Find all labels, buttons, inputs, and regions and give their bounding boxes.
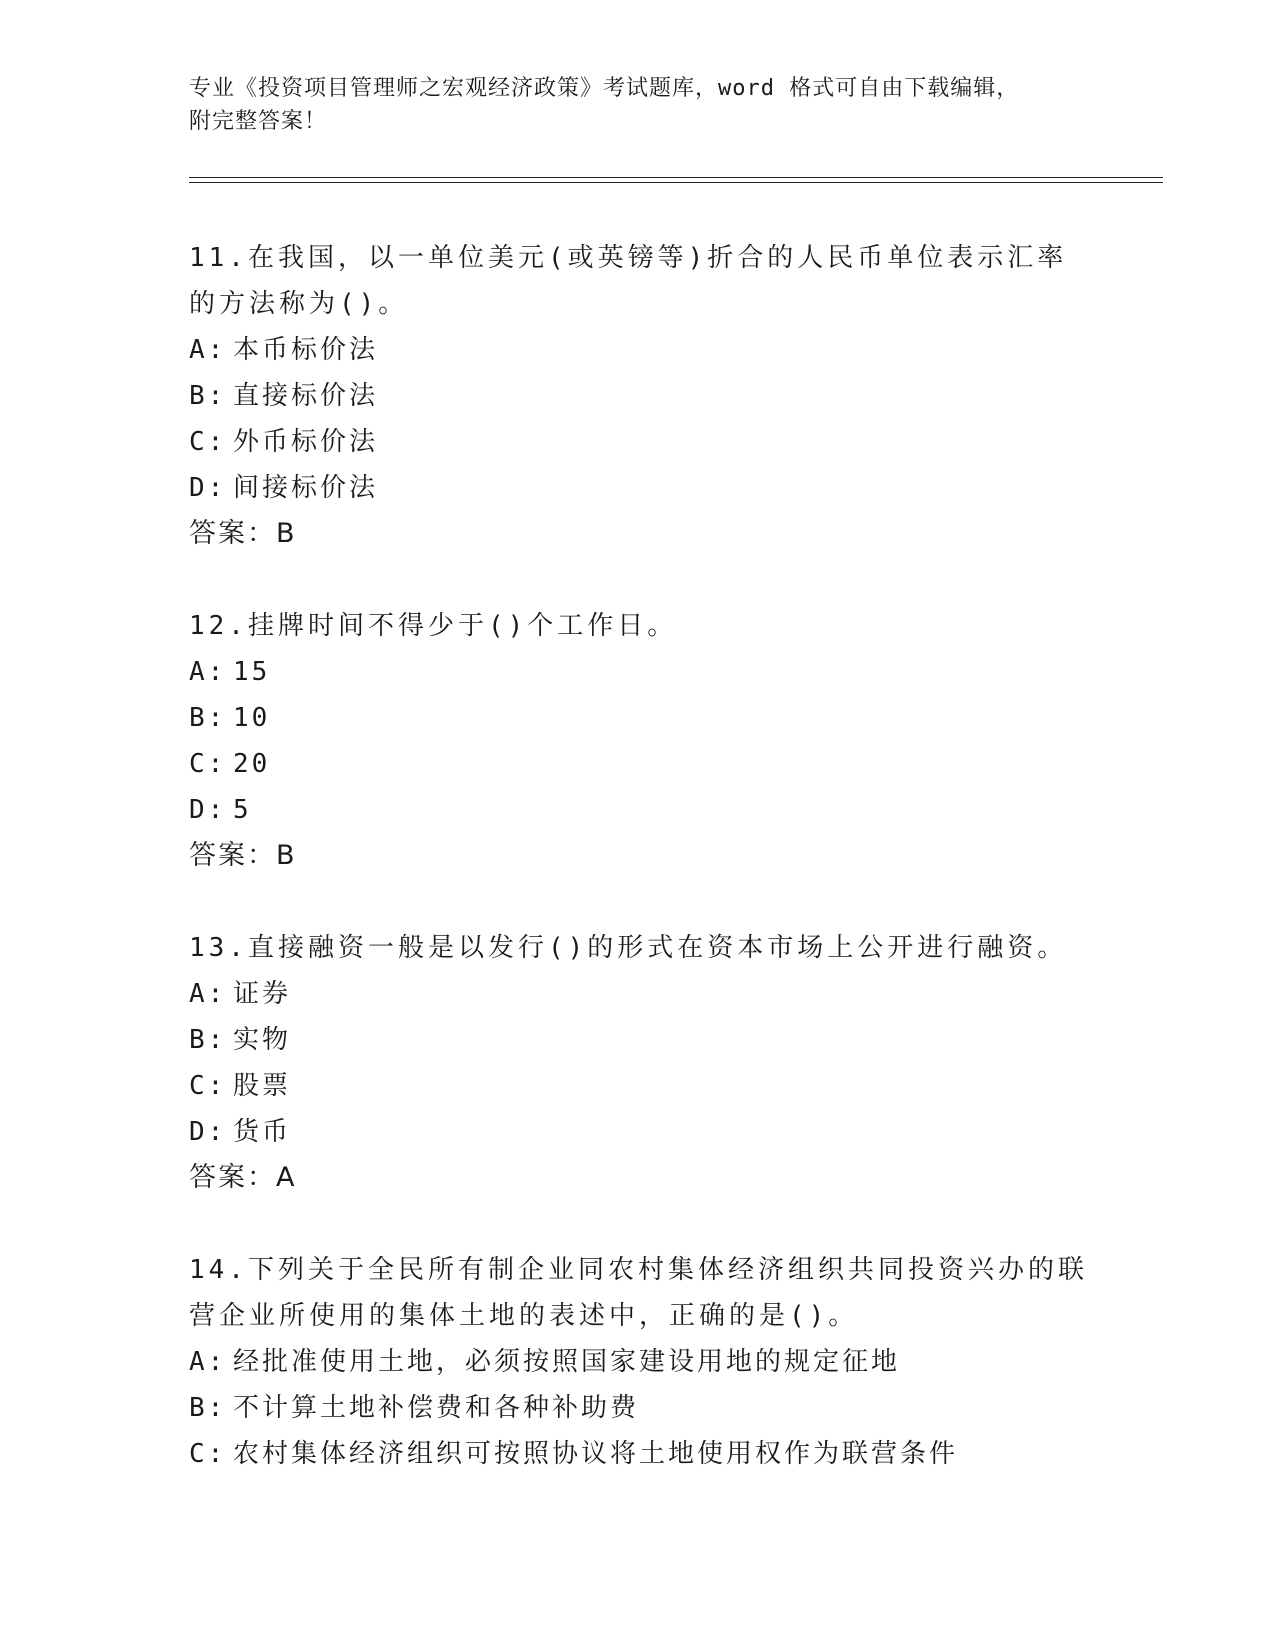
- header-line-2: 附完整答案！: [189, 109, 328, 134]
- option-text: 不计算土地补偿费和各种补助费: [233, 1393, 640, 1423]
- option-letter: A:: [189, 657, 227, 687]
- option-c: [189, 741, 1089, 787]
- option-a: [189, 971, 1089, 1017]
- question-list: [189, 235, 1089, 1477]
- option-c: [189, 1063, 1089, 1109]
- option-d: [189, 1109, 1089, 1155]
- option-text: 5: [233, 795, 252, 825]
- option-text: 经批准使用土地，必须按照国家建设用地的规定征地: [233, 1347, 901, 1377]
- question-stem: 12.挂牌时间不得少于()个工作日。: [189, 611, 678, 641]
- answer-line: 答案：B: [189, 518, 297, 549]
- header-divider-bottom: [189, 182, 1163, 183]
- option-letter: A:: [189, 335, 227, 365]
- question-14: [189, 1247, 1089, 1477]
- option-letter: B:: [189, 703, 227, 733]
- option-d: [189, 787, 1089, 833]
- option-letter: D:: [189, 795, 227, 825]
- question-13: [189, 925, 1089, 1201]
- question-stem: 14.下列关于全民所有制企业同农村集体经济组织共同投资兴办的联营企业所使用的集体土地的表述中，正确的是()。: [189, 1255, 1088, 1331]
- question-stem: 13.直接融资一般是以发行()的形式在资本市场上公开进行融资。: [189, 933, 1068, 963]
- option-text: 本币标价法: [233, 335, 379, 365]
- option-letter: A:: [189, 1347, 227, 1377]
- option-a: [189, 327, 1089, 373]
- option-text: 20: [233, 749, 271, 779]
- option-c: [189, 419, 1089, 465]
- option-letter: D:: [189, 1117, 227, 1147]
- option-letter: A:: [189, 979, 227, 1009]
- option-letter: B:: [189, 1025, 227, 1055]
- option-a: [189, 649, 1089, 695]
- option-text: 实物: [233, 1025, 292, 1055]
- option-text: 货币: [233, 1117, 292, 1147]
- question-11: [189, 235, 1089, 557]
- option-text: 外币标价法: [233, 427, 379, 457]
- answer-line: 答案：A: [189, 1162, 297, 1193]
- option-letter: C:: [189, 1439, 227, 1469]
- option-letter: D:: [189, 473, 227, 503]
- option-letter: C:: [189, 1071, 227, 1101]
- option-text: 间接标价法: [233, 473, 379, 503]
- header-divider-top: [189, 177, 1163, 178]
- option-b: [189, 373, 1089, 419]
- answer-line: 答案：B: [189, 840, 297, 871]
- option-letter: B:: [189, 381, 227, 411]
- option-a: [189, 1339, 1089, 1385]
- option-letter: C:: [189, 427, 227, 457]
- option-b: [189, 1017, 1089, 1063]
- document-header: [189, 72, 1089, 138]
- option-text: 股票: [233, 1071, 292, 1101]
- option-text: 10: [233, 703, 271, 733]
- option-letter: C:: [189, 749, 227, 779]
- option-d: [189, 465, 1089, 511]
- option-text: 直接标价法: [233, 381, 379, 411]
- question-stem: 11.在我国，以一单位美元(或英镑等)折合的人民币单位表示汇率的方法称为()。: [189, 243, 1068, 319]
- option-text: 证券: [233, 979, 292, 1009]
- option-text: 农村集体经济组织可按照协议将土地使用权作为联营条件: [233, 1439, 959, 1469]
- option-b: [189, 695, 1089, 741]
- option-b: [189, 1385, 1089, 1431]
- header-line-1: 专业《投资项目管理师之宏观经济政策》考试题库，word 格式可自由下载编辑，: [189, 76, 1020, 101]
- question-12: [189, 603, 1089, 879]
- option-letter: B:: [189, 1393, 227, 1423]
- option-c: [189, 1431, 1089, 1477]
- option-text: 15: [233, 657, 271, 687]
